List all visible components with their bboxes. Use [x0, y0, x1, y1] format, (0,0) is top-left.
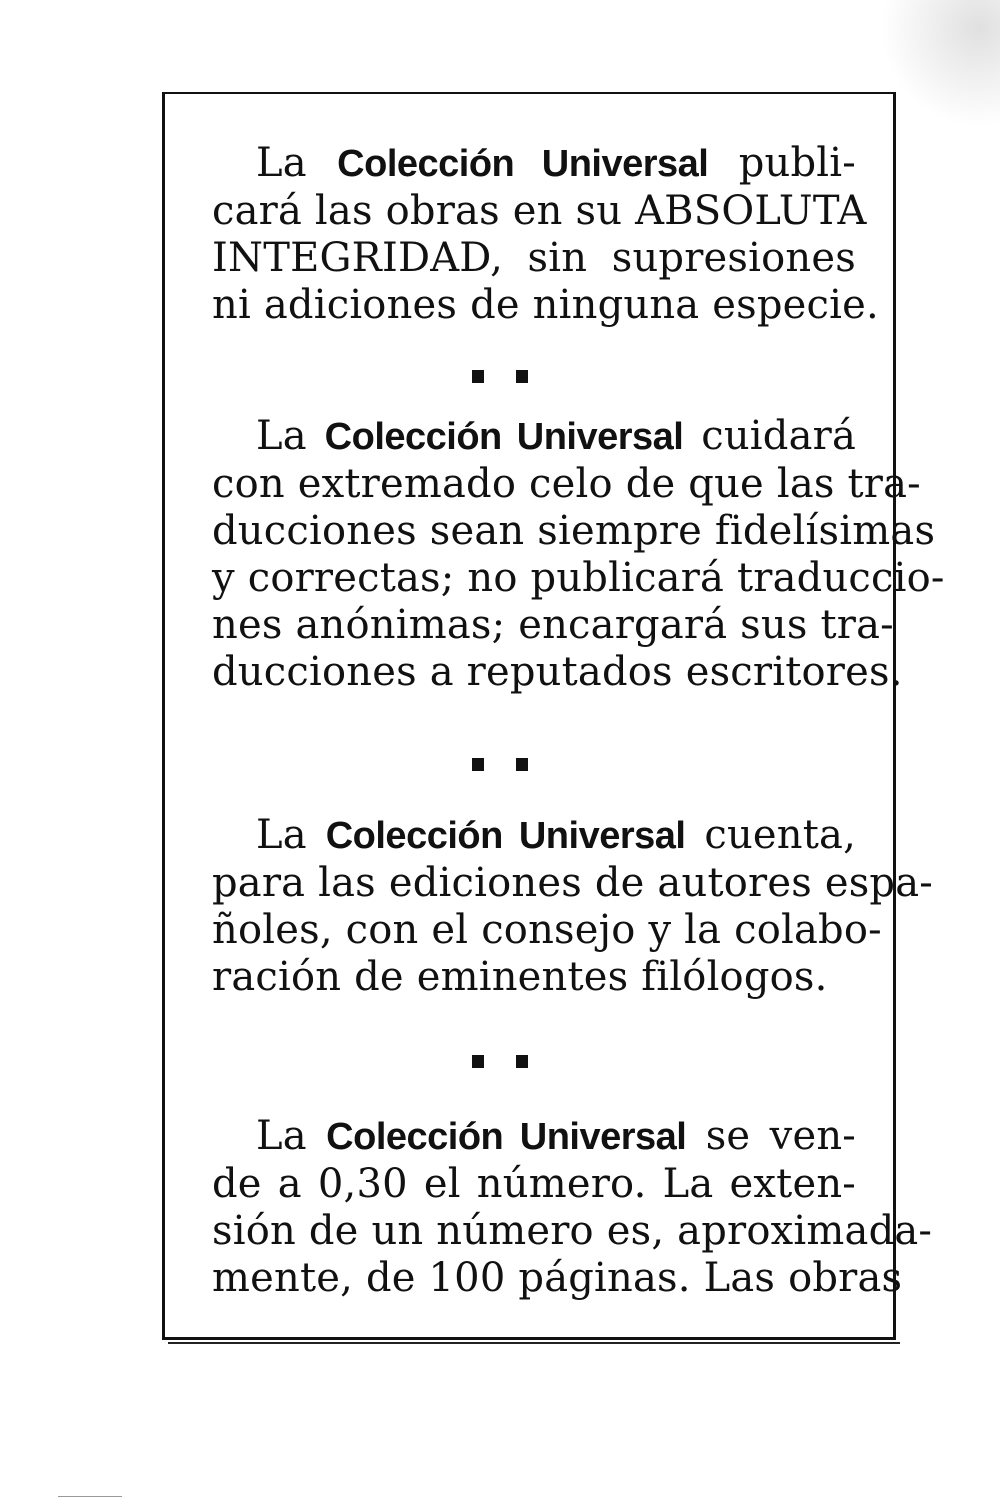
collection-name: Colección Universal: [325, 815, 686, 857]
separator-square-icon: [516, 1055, 528, 1068]
text-line: y correctas; no publicará traduccio-: [212, 555, 945, 601]
text-line: para las ediciones de autores espa-: [212, 860, 934, 906]
frame-bottom-rule: [168, 1342, 900, 1344]
text-line: cará las obras en su ABSOLUTA: [212, 188, 867, 234]
text-line: ñoles, con el consejo y la colabo-: [212, 907, 882, 953]
text-line: [212, 1113, 856, 1161]
text-line: ración de eminentes filólogos.: [212, 954, 828, 1000]
text-line: nes anónimas; encargará sus tra-: [212, 602, 894, 648]
text-line: sión de un número es, aproximada-: [212, 1208, 933, 1254]
text-line: [212, 413, 856, 461]
text-line: de a 0,30 el número. La exten-: [212, 1161, 856, 1207]
text-line: [212, 812, 856, 860]
text-line: ducciones sean siempre fidelísimas: [212, 508, 936, 554]
separator: [0, 758, 1000, 771]
separator: [0, 1055, 1000, 1068]
collection-name: Colección Universal: [337, 143, 709, 185]
text-line: con extremado celo de que las tra-: [212, 461, 921, 507]
separator-square-icon: [516, 758, 528, 771]
paragraph-integrity: [212, 140, 879, 329]
footer-mark: [58, 1496, 122, 1497]
collection-name: Colección Universal: [324, 416, 684, 458]
separator-square-icon: [516, 370, 528, 383]
paragraph-translations: [212, 413, 945, 696]
text-line: INTEGRIDAD, sin supresiones: [212, 235, 856, 281]
line-prefix: La: [256, 812, 326, 858]
paragraph-price: [212, 1113, 933, 1302]
separator: [0, 370, 1000, 383]
line-suffix: cuidará: [683, 413, 856, 459]
paragraph-philologists: [212, 812, 934, 1001]
line-suffix: publi-: [708, 140, 856, 186]
separator-square-icon: [472, 370, 484, 383]
text-line: ducciones a reputados escritores.: [212, 649, 903, 695]
text-line: ni adiciones de ninguna especie.: [212, 282, 879, 328]
line-prefix: La: [256, 1113, 327, 1159]
separator-square-icon: [472, 758, 484, 771]
line-suffix: se ven-: [686, 1113, 857, 1159]
line-prefix: La: [256, 140, 338, 186]
separator-square-icon: [472, 1055, 484, 1068]
collection-name: Colección Universal: [326, 1116, 687, 1158]
text-line: mente, de 100 páginas. Las obras: [212, 1255, 903, 1301]
line-prefix: La: [256, 413, 325, 459]
line-suffix: cuenta,: [685, 812, 856, 858]
text-line: [212, 140, 856, 188]
